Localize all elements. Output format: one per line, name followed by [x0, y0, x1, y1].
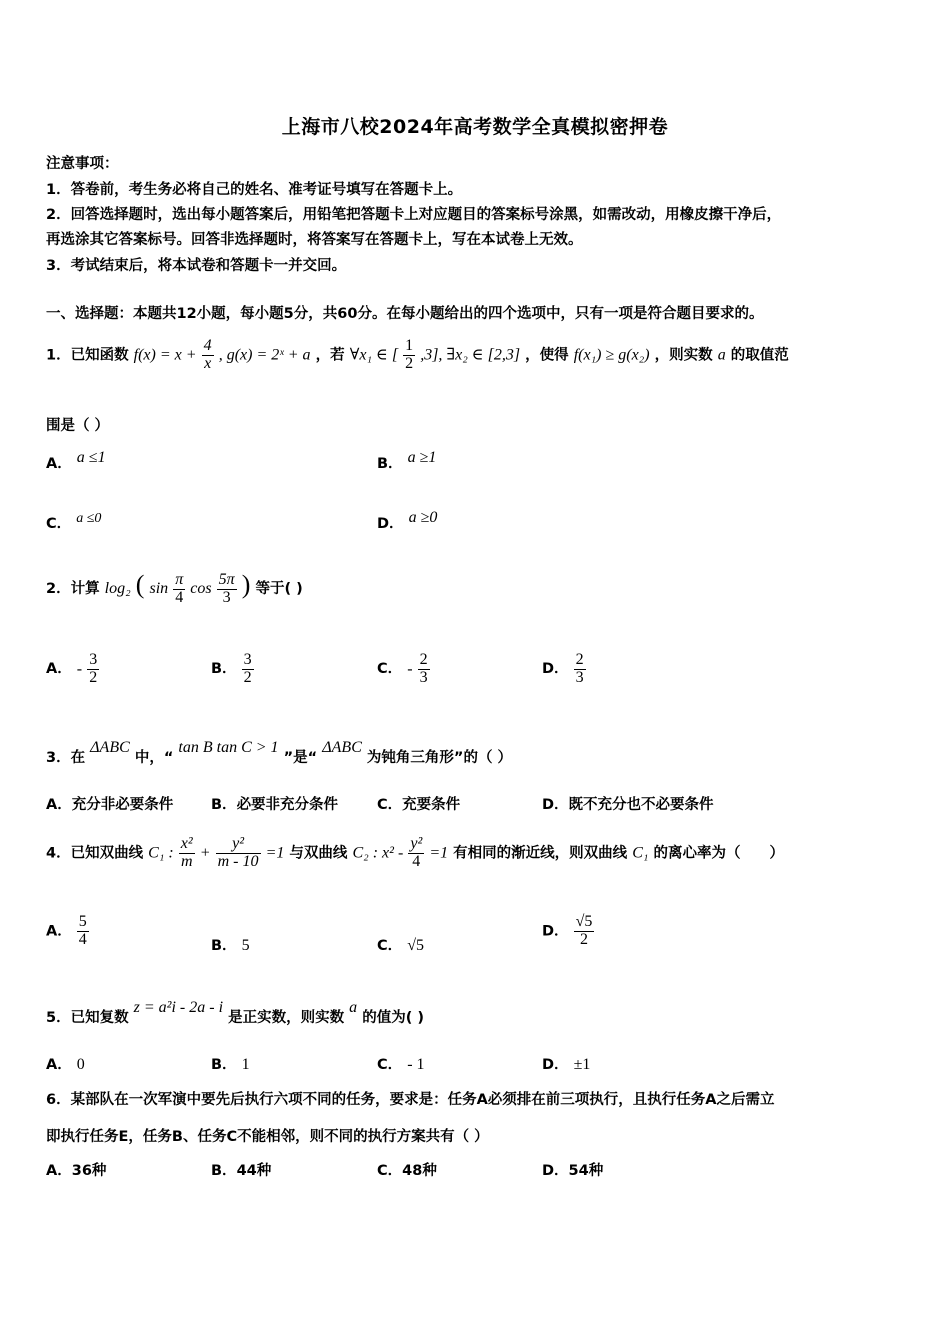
- question-3: [46, 739, 512, 767]
- q3-triangle: ΔABC: [90, 739, 130, 756]
- q2-cos: cos: [190, 580, 212, 597]
- q2-option-b: B． $\frac{3}{2}$: [211, 651, 252, 686]
- q4-mid: 与双曲线: [289, 845, 348, 862]
- q3-option-c: C．充要条件: [377, 797, 461, 813]
- q2-prefix: 2．计算: [46, 581, 100, 597]
- question-4: [46, 836, 784, 871]
- q1-option-d: D． a ≥0: [377, 509, 438, 532]
- q4-frac-3: $\frac{\text{y²}}{4}$: [410, 835, 423, 870]
- q1-option-b: B． a ≥1: [377, 449, 437, 472]
- q2-sin: sin: [149, 580, 169, 597]
- q3-option-a: A．充分非必要条件: [46, 797, 174, 813]
- question-6-cont: 即执行任务E，任务B、任务C不能相邻，则不同的执行方案共有（ ）: [46, 1129, 489, 1145]
- q4-option-d: D． $\frac{√5}{2}$: [542, 913, 593, 948]
- q4-suffix: 的离心率为（ ）: [653, 845, 785, 862]
- q1-mid: ，使得: [525, 347, 569, 364]
- q4-option-a: A． $\frac{5}{4}$: [46, 913, 87, 948]
- q2-option-c: C． - $\frac{2}{3}$: [377, 651, 428, 686]
- q1-f-expr: f(x) = x +: [133, 346, 197, 364]
- q4-option-c: C． √5: [377, 937, 424, 954]
- question-1: [46, 338, 789, 373]
- q5-option-d: D． ±1: [542, 1056, 591, 1073]
- question-1-cont: 围是（ ）: [46, 418, 110, 434]
- q3-mid1: 中，“: [134, 750, 174, 766]
- q4-prefix: 4．已知双曲线: [46, 845, 144, 862]
- q2-log: log₂: [104, 580, 131, 597]
- q1-if: ，若: [315, 347, 345, 364]
- q2-frac-b: $\frac{5\pi}{3}$: [218, 570, 235, 606]
- q3-option-d: D．既不充分也不必要条件: [542, 797, 714, 813]
- q5-option-c: C． - 1: [377, 1056, 425, 1073]
- q4-frac-2: $\frac{\text{y²}}{m - 10}$: [217, 835, 259, 870]
- q4-frac-1: $\frac{\text{x²}}{m}$: [180, 835, 193, 870]
- question-2: [46, 570, 303, 606]
- q2-rparen: ): [241, 570, 251, 599]
- q5-option-b: B． 1: [211, 1056, 250, 1073]
- q5-mid: 是正实数，则实数: [228, 1010, 345, 1026]
- q5-expr: z = a²i - 2a - i: [133, 999, 224, 1016]
- q4-c1b: C₁: [632, 844, 649, 862]
- q1-cond1: ∀x₁ ∈ [: [349, 346, 399, 364]
- q1-var-a: a: [717, 346, 726, 364]
- exam-title: 上海市八校2024年高考数学全真模拟密押卷: [281, 116, 669, 138]
- q3-triangle-2: ΔABC: [322, 739, 362, 756]
- q2-frac-a: $\frac{\pi}{4}$: [175, 570, 184, 606]
- q4-eq1: =1: [265, 844, 285, 862]
- note-item-2: 2．回答选择题时，选出每小题答案后，用铅笔把答题卡上对应题目的答案标号涂黑，如需改动，用橡皮擦干净后，: [46, 207, 782, 223]
- q1-option-a: A． a ≤1: [46, 449, 106, 472]
- q4-plus: +: [199, 844, 211, 862]
- q1-prefix: 1．已知函数: [46, 347, 129, 364]
- q3-suffix: 为钝角三角形”的（ ）: [366, 750, 512, 766]
- notes-heading: 注意事项：: [46, 156, 119, 172]
- q5-var-a: a: [349, 999, 358, 1016]
- q2-option-a: A． - $\frac{3}{2}$: [46, 651, 98, 686]
- q1-tail1: ，则实数: [654, 347, 713, 364]
- q1-ineq: f(x₁) ≥ g(x₂): [573, 346, 650, 364]
- q3-prefix: 3．在: [46, 750, 86, 766]
- question-5: [46, 999, 425, 1027]
- q6-option-c: C．48种: [377, 1163, 437, 1179]
- q5-prefix: 5．已知复数: [46, 1010, 129, 1026]
- q4-c2: C₂ : x² -: [352, 844, 404, 862]
- q3-condition: tan B tan C > 1: [178, 739, 279, 756]
- q4-c1: C₁ :: [148, 844, 174, 862]
- q6-option-b: B．44种: [211, 1163, 272, 1179]
- q1-tail2: 的取值范: [730, 347, 789, 364]
- q5-suffix: 的值为( ): [362, 1010, 425, 1026]
- q1-frac: $\frac{4}{x}$: [203, 337, 212, 372]
- q4-mid2: 有相同的渐近线，则双曲线: [453, 845, 628, 862]
- q5-option-a: A． 0: [46, 1056, 85, 1073]
- q6-option-a: A．36种: [46, 1163, 107, 1179]
- q6-option-d: D．54种: [542, 1163, 604, 1179]
- section-heading: 一、选择题：本题共12小题，每小题5分，共60分。在每小题给出的四个选项中，只有一项是符合题目要求的。: [46, 306, 764, 322]
- note-item-1: 1．答卷前，考生务必将自己的姓名、准考证号填写在答题卡上。: [46, 182, 463, 198]
- q2-option-d: D． $\frac{2}{3}$: [542, 651, 584, 686]
- q1-option-c: C． a ≤0: [46, 511, 102, 532]
- question-6: 6．某部队在一次军演中要先后执行六项不同的任务，要求是：任务A必须排在前三项执行，且执行任务A之后需立: [46, 1092, 775, 1108]
- note-item-3: 3．考试结束后，将本试卷和答题卡一并交回。: [46, 258, 347, 274]
- q1-g-expr: , g(x) = 2ˣ + a: [218, 346, 311, 364]
- q4-option-b: B． 5: [211, 937, 250, 954]
- q2-suffix: 等于( ): [255, 581, 303, 597]
- q4-eq2: =1: [429, 844, 449, 862]
- q1-cond2: ,3], ∃x₂ ∈ [2,3]: [420, 346, 521, 364]
- q3-option-b: B．必要非充分条件: [211, 797, 339, 813]
- q1-interval-frac: $\frac{1}{2}$: [405, 337, 414, 372]
- note-item-2-cont: 再选涂其它答案标号。回答非选择题时，将答案写在答题卡上，写在本试卷上无效。: [46, 232, 583, 248]
- q2-lparen: (: [135, 570, 145, 599]
- q3-mid2: ”是“: [283, 750, 318, 766]
